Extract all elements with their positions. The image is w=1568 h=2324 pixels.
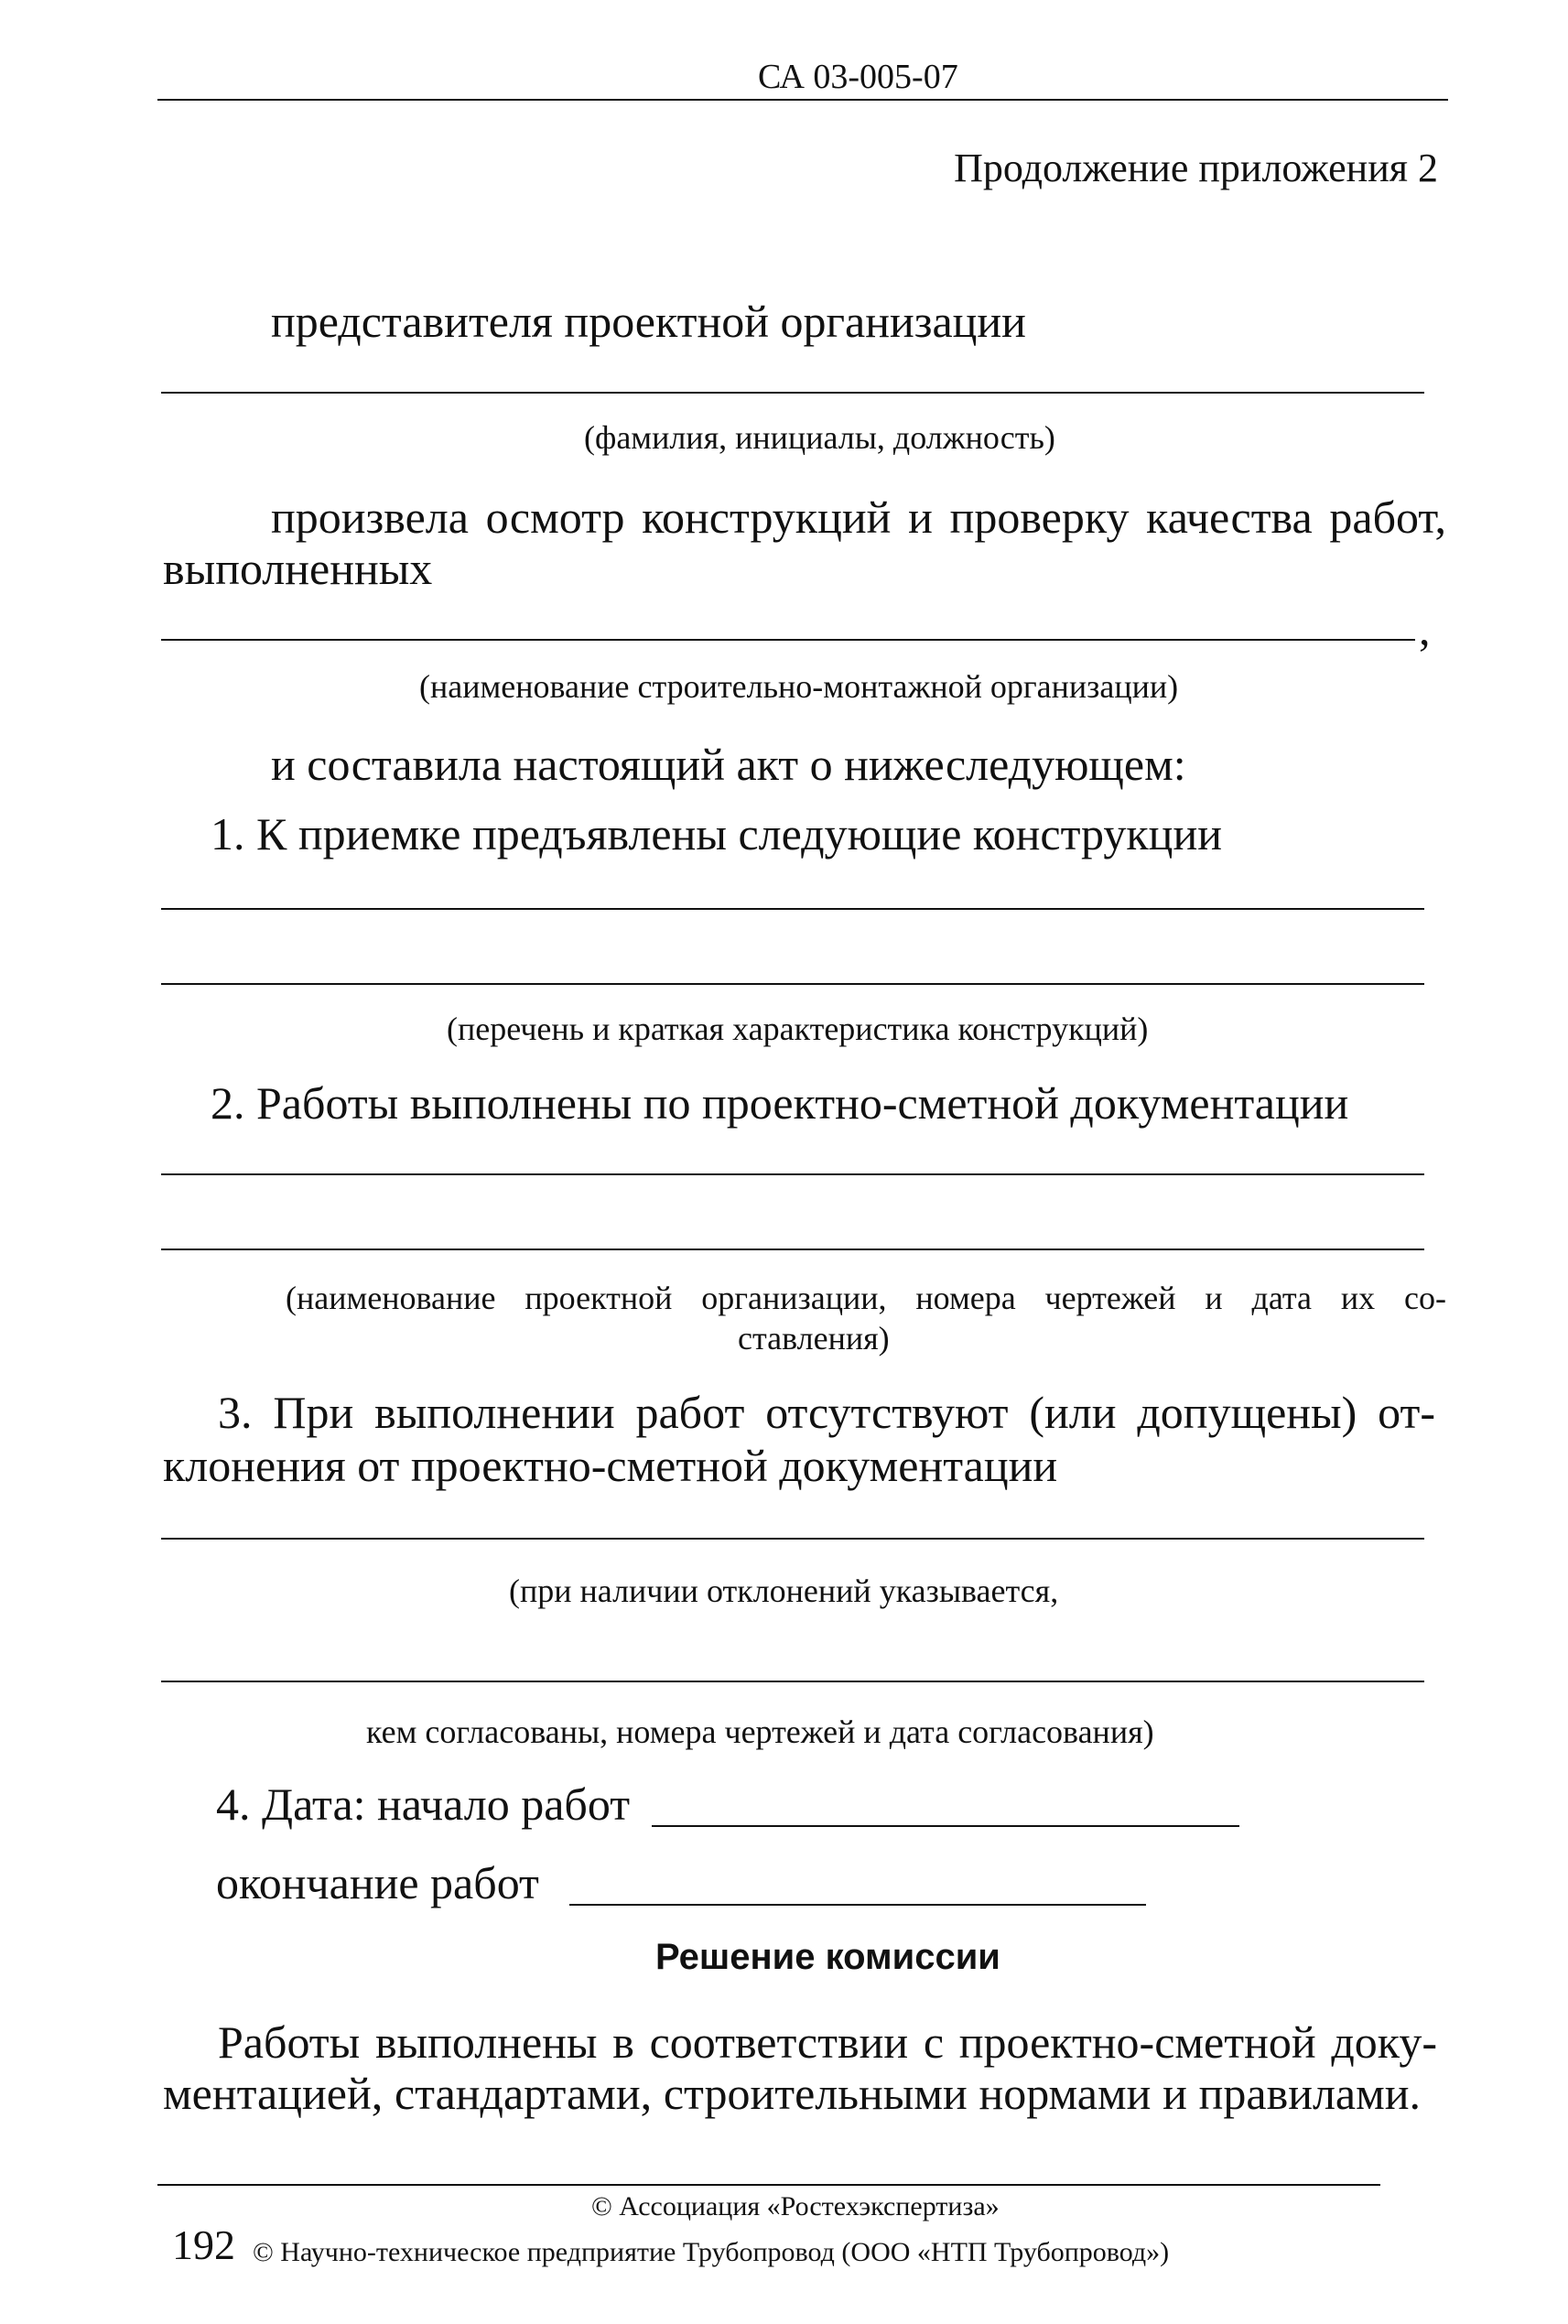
representative-label: представителя проектной организации — [271, 296, 1026, 347]
decision-heading: Решение комиссии — [655, 1937, 1000, 1977]
continuation-label: Продолжение приложения 2 — [954, 146, 1438, 190]
item-4-start-label: 4. Дата: начало работ — [216, 1778, 631, 1830]
item-2-fill-line-1 — [161, 1173, 1424, 1175]
organization-line-comma: , — [1419, 603, 1431, 654]
footer-copyright-2: © Научно-техническое предприятие Трубопровод (ООО «НТП Трубопровод») — [253, 2237, 1170, 2267]
item-2-caption-line2: ставления) — [738, 1320, 890, 1357]
compiled-statement: и составила настоящий акт о нижеследующем: — [271, 739, 1186, 790]
item-2-caption-line1: (наименование проектной организации, номера чертежей и дата их со- — [286, 1280, 1446, 1316]
start-date-fill-line — [652, 1825, 1239, 1827]
page-number: 192 — [172, 2221, 235, 2268]
item-1-label: 1. К приемке предъявлены следующие конструкции — [211, 808, 1222, 859]
end-date-fill-line — [569, 1904, 1146, 1906]
item-1-caption: (перечень и краткая характеристика конструкций) — [447, 1011, 1149, 1047]
decision-text-line2: ментацией, стандартами, строительными нормами и правилами. — [163, 2068, 1421, 2119]
item-1-fill-line-2 — [161, 983, 1424, 985]
inspection-text-line2: выполненных — [163, 543, 433, 594]
document-code: СА 03-005-07 — [758, 58, 958, 96]
item-3-text-line2: клонения от проектно-сметной документации — [163, 1440, 1058, 1491]
item-4-end-label: окончание работ — [216, 1857, 539, 1908]
representative-caption: (фамилия, инициалы, должность) — [584, 419, 1055, 456]
item-3-fill-line-2 — [161, 1681, 1424, 1682]
organization-caption: (наименование строительно-монтажной организации) — [419, 668, 1179, 705]
organization-fill-line — [161, 639, 1415, 641]
item-3-caption-2: кем согласованы, номера чертежей и дата согласования) — [366, 1713, 1154, 1750]
item-2-label: 2. Работы выполнены по проектно-сметной документации — [211, 1077, 1349, 1129]
item-3-fill-line-1 — [161, 1538, 1424, 1540]
decision-text-line1: Работы выполнены в соответствии с проектно-сметной доку- — [218, 2016, 1437, 2068]
header-rule — [157, 99, 1448, 101]
item-3-text-line1: 3. При выполнении работ отсутствуют (или допущены) от- — [218, 1387, 1435, 1438]
representative-fill-line — [161, 392, 1424, 394]
item-2-fill-line-2 — [161, 1248, 1424, 1250]
item-3-caption-1: (при наличии отклонений указывается, — [509, 1573, 1059, 1609]
item-1-fill-line-1 — [161, 908, 1424, 910]
footer-rule — [157, 2184, 1380, 2186]
footer-copyright-1: © Ассоциация «Ростехэкспертиза» — [591, 2191, 1000, 2221]
inspection-text-line1: произвела осмотр конструкций и проверку качества работ, — [271, 492, 1446, 543]
